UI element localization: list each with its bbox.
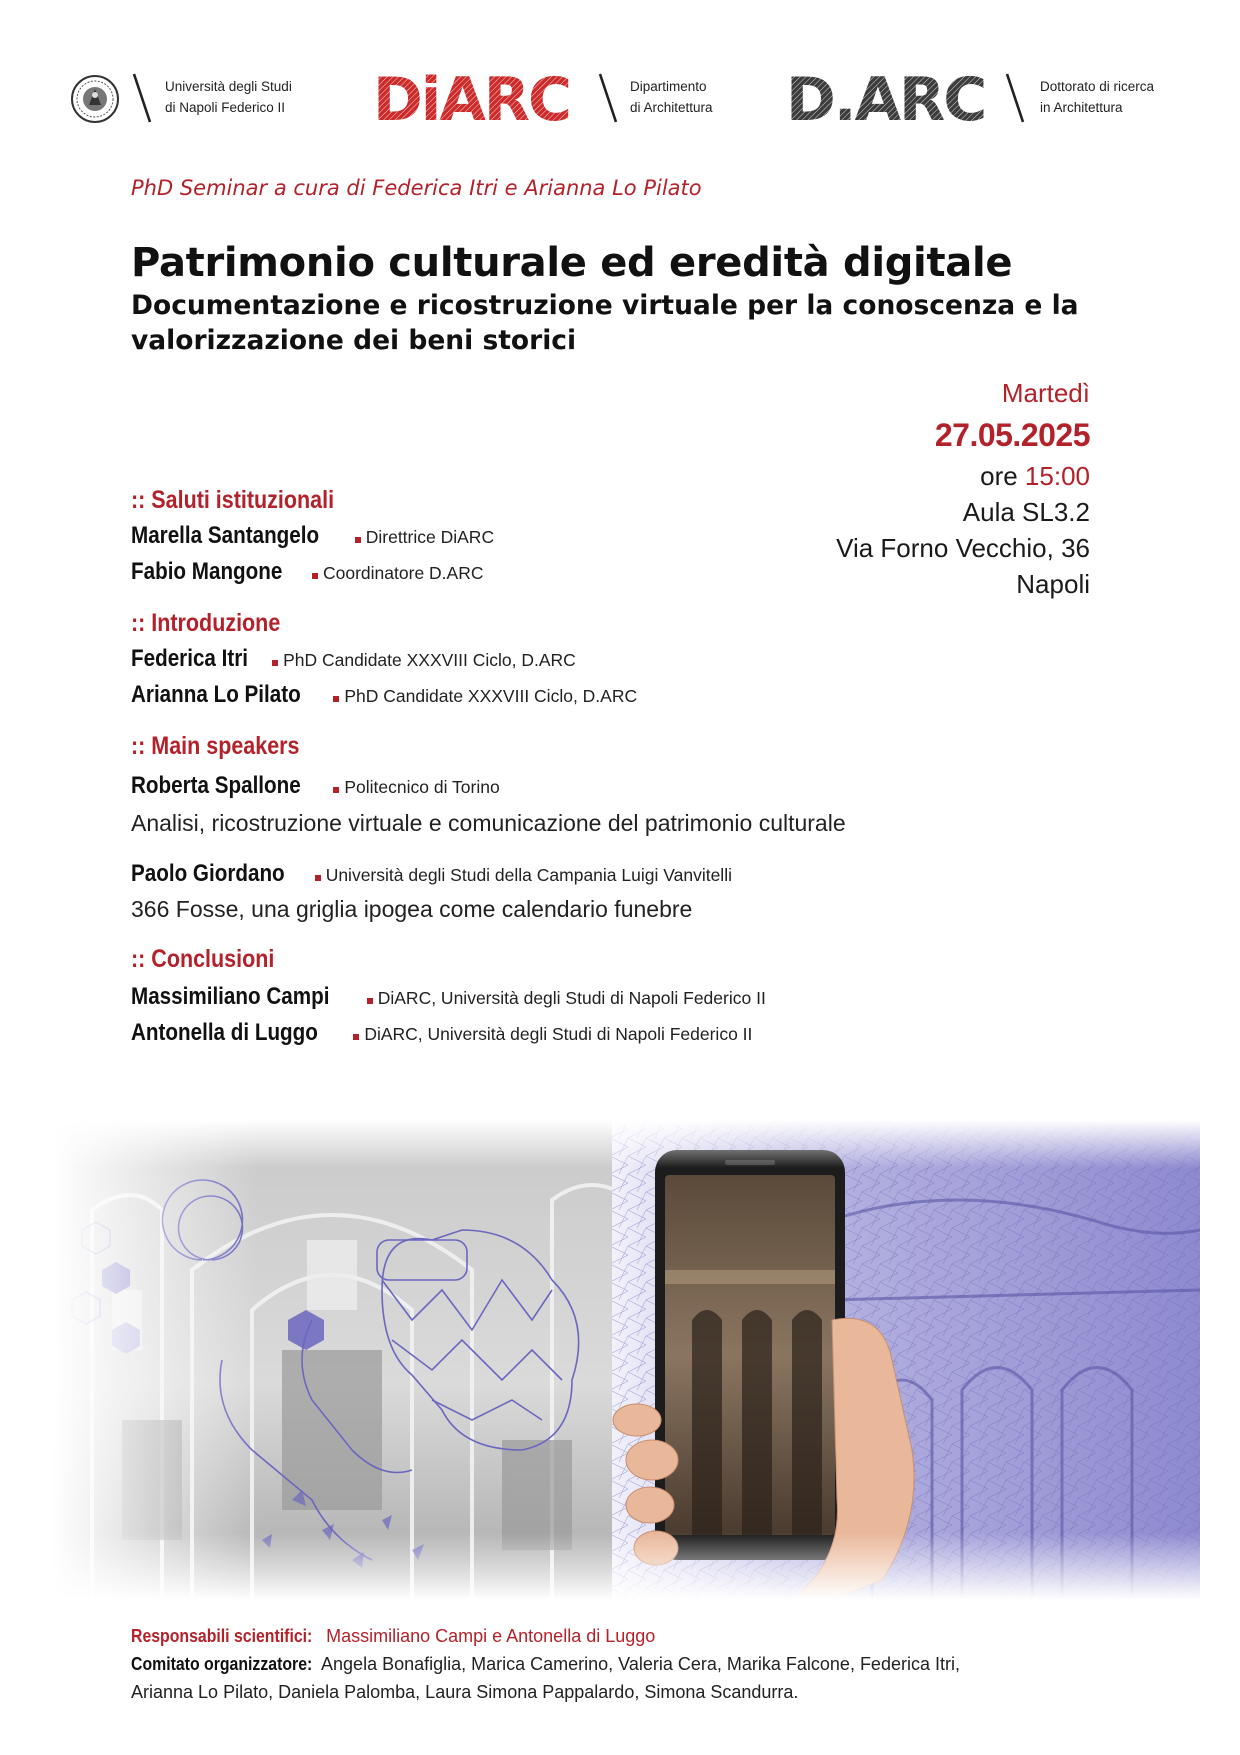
responsabili-line (131, 1622, 1131, 1650)
comitato-value-line2: Arianna Lo Pilato, Daniela Palomba, Laura Simona Pappalardo, Simona Scandurra. (131, 1682, 799, 1702)
list-item (131, 983, 766, 1011)
event-address: Via Forno Vecchio, 36 (836, 533, 1090, 563)
darc-name (1040, 76, 1154, 118)
person-name: Marella Santangelo (131, 522, 320, 549)
list-item (131, 522, 494, 550)
person-name: Federica Itri (131, 645, 249, 672)
event-info (836, 374, 1090, 602)
list-item (131, 681, 637, 709)
person-role: Politecnico di Torino (344, 777, 500, 797)
bullet-square-icon (312, 573, 318, 579)
darc-logo (786, 68, 994, 126)
comitato-line (131, 1650, 1131, 1678)
unina-name (165, 76, 292, 118)
person-name: Arianna Lo Pilato (131, 681, 301, 708)
section-heading-speakers: :: Main speakers (131, 732, 300, 760)
seminar-line: PhD Seminar a cura di Federica Itri e Arianna Lo Pilato (131, 176, 702, 200)
person-role: DiARC, Università degli Studi di Napoli Federico II (377, 988, 766, 1008)
person-role: Direttrice DiARC (365, 527, 495, 547)
footer-credits (131, 1622, 1131, 1706)
subtitle-line1: Documentazione e ricostruzione virtuale per la conoscenza e la (131, 290, 1079, 321)
diarc-wordmark-text: DiARC (373, 68, 571, 126)
darc-wordmark-text: D.ARC (786, 68, 986, 126)
list-item (131, 1019, 752, 1047)
section-heading-saluti: :: Saluti istituzionali (131, 486, 335, 514)
person-role: PhD Candidate XXXVIII Ciclo, D.ARC (344, 686, 638, 706)
comitato-label: Comitato organizzatore: (131, 1654, 313, 1674)
responsabili-value: Massimiliano Campi e Antonella di Luggo (326, 1626, 656, 1646)
darc-line1: Dottorato di ricerca (1040, 79, 1155, 94)
person-name: Fabio Mangone (131, 558, 283, 585)
diarc-line2: di Architettura (630, 100, 713, 115)
list-item (131, 772, 500, 800)
event-time-label: ore (980, 461, 1018, 491)
bullet-square-icon (333, 696, 339, 702)
darc-line2: in Architettura (1040, 100, 1123, 115)
event-room: Aula SL3.2 (962, 497, 1090, 527)
university-seal-icon (70, 74, 120, 124)
list-item (131, 860, 732, 888)
event-time-value: 15:00 (1024, 461, 1090, 491)
bullet-square-icon (315, 875, 321, 881)
event-city: Napoli (1016, 569, 1090, 599)
person-role: Università degli Studi della Campania Luigi Vanvitelli (325, 865, 732, 885)
diarc-name (630, 76, 713, 118)
person-name: Antonella di Luggo (131, 1019, 318, 1046)
divider-slash-icon (131, 70, 153, 126)
bullet-square-icon (353, 1034, 359, 1040)
bullet-square-icon (333, 787, 339, 793)
divider-slash-icon (1004, 70, 1026, 126)
person-name: Massimiliano Campi (131, 983, 330, 1010)
bullet-square-icon (367, 998, 373, 1004)
divider-slash-icon (597, 70, 619, 126)
event-date: 27.05.2025 (934, 417, 1090, 453)
section-heading-conclusioni: :: Conclusioni (131, 945, 275, 973)
poster-artwork (52, 1120, 1200, 1600)
talk-title: Analisi, ricostruzione virtuale e comunicazione del patrimonio culturale (131, 810, 846, 836)
event-day: Martedì (1001, 378, 1090, 408)
event-time (836, 458, 1090, 494)
section-heading-introduzione: :: Introduzione (131, 609, 281, 637)
responsabili-label: Responsabili scientifici: (131, 1626, 313, 1646)
talk-title: 366 Fosse, una griglia ipogea come calendario funebre (131, 896, 693, 922)
diarc-logo (373, 68, 581, 126)
header-logos (0, 0, 1240, 150)
page-title: Patrimonio culturale ed eredità digitale (131, 240, 1013, 286)
diarc-line1: Dipartimento (630, 79, 707, 94)
person-role: DiARC, Università degli Studi di Napoli Federico II (364, 1024, 753, 1044)
list-item (131, 558, 483, 586)
bullet-square-icon (355, 537, 361, 543)
unina-line2: di Napoli Federico II (165, 100, 286, 115)
page-subtitle (131, 288, 1131, 358)
comitato-value-line1: Angela Bonafiglia, Marica Camerino, Valeria Cera, Marika Falcone, Federica Itri, (321, 1654, 960, 1674)
person-name: Roberta Spallone (131, 772, 301, 799)
bullet-square-icon (272, 660, 278, 666)
subtitle-line2: valorizzazione dei beni storici (131, 325, 577, 356)
person-role: PhD Candidate XXXVIII Ciclo, D.ARC (283, 650, 576, 670)
list-item (131, 645, 576, 673)
person-name: Paolo Giordano (131, 860, 285, 887)
person-role: Coordinatore D.ARC (323, 563, 484, 583)
unina-line1: Università degli Studi (165, 79, 292, 94)
